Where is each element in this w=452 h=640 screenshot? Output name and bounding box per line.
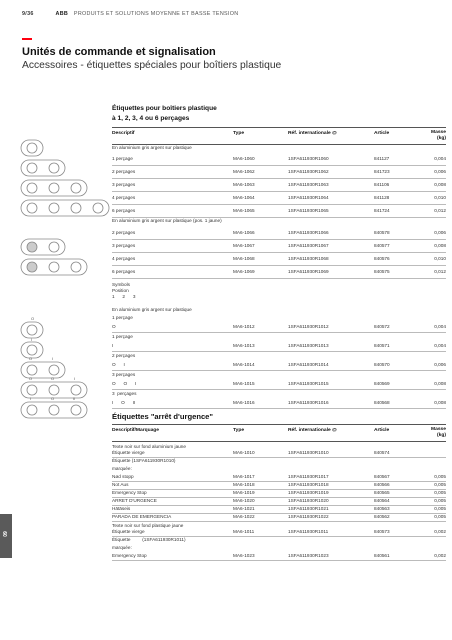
- table-cell: 841724: [374, 207, 390, 213]
- table-cell: 0,006: [434, 168, 446, 174]
- table-cell: 840563: [374, 506, 390, 511]
- table-cell: MA6-1017: [233, 474, 255, 479]
- table-cell: I: [112, 343, 114, 349]
- table-cell: 0,008: [434, 381, 446, 387]
- table-cell: 3 perçages: [112, 242, 136, 248]
- page-number: 9/36: [22, 11, 34, 17]
- table-cell: Étiquette vierge: [112, 450, 145, 455]
- table-cell: 1SFA611930R1012: [288, 324, 329, 330]
- table-row: [112, 544, 446, 552]
- table-cell: 0,005: [434, 474, 446, 479]
- table-cell: MA6-1062: [233, 168, 255, 174]
- col-descriptif-marquage: Descriptif/Marquage: [112, 428, 160, 433]
- table-cell: 0,006: [434, 229, 446, 235]
- table-cell: 1SFA611930R1065: [288, 207, 329, 213]
- table-cell: 840578: [374, 229, 390, 235]
- label-2-hole-image: [21, 160, 65, 176]
- symbols-label: Symbols: [112, 282, 130, 287]
- section2-title: Étiquettes "arrêt d'urgence": [112, 412, 213, 421]
- table-cell: MA6-1014: [233, 362, 255, 368]
- table-cell: 1SFA611930R1018: [288, 482, 329, 487]
- table-cell: MA6-1060: [233, 155, 255, 161]
- table-cell: 1SFA611930R1066: [288, 229, 329, 235]
- table-cell: MA6-1023: [233, 553, 255, 558]
- col-article: Article: [374, 131, 390, 136]
- table-cell: 0,012: [434, 268, 446, 274]
- table-cell: 1SFA611930R1010: [288, 450, 329, 455]
- table-cell: O O I: [112, 381, 137, 387]
- table-cell: 1 perçage: [112, 333, 133, 339]
- table-cell: Emergency Stop: [112, 553, 147, 558]
- svg-text:I: I: [52, 356, 54, 361]
- table-cell: 3 perçages: [112, 390, 137, 396]
- table-cell: 1SFA611930R1060: [288, 155, 329, 161]
- table-cell: Not Aus: [112, 482, 129, 487]
- table-cell: 840576: [374, 255, 390, 261]
- table-cell: MA6-1011: [233, 529, 255, 534]
- label-symbol-oi-image: [21, 362, 65, 378]
- table-cell: 840562: [374, 514, 390, 519]
- col-masse: Masse (kg): [431, 427, 446, 438]
- table-row: [112, 370, 446, 380]
- position-numbers: 1 2 3: [112, 294, 136, 299]
- table-row: [112, 313, 446, 323]
- table-cell: MA6-1069: [233, 268, 255, 274]
- chapter-tab-label: 09: [3, 531, 9, 537]
- table-cell: 1SFA611930R1016: [288, 400, 329, 406]
- table-cell: Étiquette (1SFA611930R1010): [112, 458, 176, 463]
- table-row: [112, 457, 446, 465]
- table-cell: 0,008: [434, 181, 446, 187]
- label-3-hole-yellow-image: [21, 259, 87, 275]
- table-cell: 1SFA611930R1013: [288, 343, 329, 349]
- section2-group2-label: Texte noir sur fond plastique jaune: [112, 523, 184, 528]
- table-cell: MA6-1065: [233, 207, 255, 213]
- table-cell: 1SFA611930R1069: [288, 268, 329, 274]
- table-cell: marquée:: [112, 545, 132, 550]
- table-cell: 1SFA611930R1017: [288, 474, 329, 479]
- table-cell: 840577: [374, 242, 390, 248]
- table-cell: 1SFA611930R1021: [288, 506, 329, 511]
- table-cell: 840568: [374, 400, 390, 406]
- table-row: [112, 351, 446, 361]
- table-cell: 1SFA611930R1011: [288, 529, 329, 534]
- table-cell: O: [112, 324, 116, 330]
- table-cell: 0,005: [434, 498, 446, 503]
- table-cell: MA6-1015: [233, 381, 255, 387]
- table-cell: 1SFA611930R1019: [288, 490, 329, 495]
- table-cell: 840573: [374, 529, 390, 534]
- table-row: [112, 513, 446, 522]
- table-cell: 2 perçages: [112, 229, 136, 235]
- table-cell: MA6-1064: [233, 194, 255, 200]
- header-section: PRODUITS ET SOLUTIONS MOYENNE ET BASSE TENSION: [73, 11, 239, 17]
- section1-title: Étiquettes pour boîtiers plastique: [112, 105, 217, 112]
- table-cell: MA6-1012: [233, 324, 255, 330]
- table-cell: Emergency Stop: [112, 490, 147, 495]
- table-cell: 0,010: [434, 194, 446, 200]
- table-cell: MA6-1068: [233, 255, 255, 261]
- table-cell: 0,010: [434, 255, 446, 261]
- table1-header: [112, 127, 446, 145]
- table-cell: 841106: [374, 181, 390, 187]
- table-cell: 1SFA611930R1014: [288, 362, 329, 368]
- col-masse: Masse (kg): [431, 130, 446, 141]
- svg-text:I: I: [74, 376, 76, 381]
- table-row: [112, 389, 446, 399]
- section1-subtitle: à 1, 2, 3, 4 ou 6 perçages: [112, 115, 190, 122]
- label-symbol-ioii-image: [21, 402, 87, 418]
- position-label: Position: [112, 288, 129, 293]
- table-cell: 0,008: [434, 400, 446, 406]
- table-cell: 3 perçages: [112, 181, 136, 187]
- table-cell: 1SFA611930R1064: [288, 194, 329, 200]
- svg-text:O: O: [29, 376, 33, 381]
- table-cell: 0,008: [434, 242, 446, 248]
- table-cell: PARADA DE EMERGENCIA: [112, 514, 172, 519]
- table-cell: 840571: [374, 343, 390, 349]
- table-cell: 0,005: [434, 514, 446, 519]
- table-row: [112, 399, 446, 410]
- table-row: [112, 265, 446, 279]
- svg-text:O: O: [51, 376, 55, 381]
- table-cell: 1 perçage: [112, 155, 133, 161]
- section2-group1-label: Texte noir sur fond aluminium jaune: [112, 444, 186, 449]
- table-cell: 1SFA611930R1067: [288, 242, 329, 248]
- table-cell: 3 perçages: [112, 371, 136, 377]
- table-row: [112, 252, 446, 266]
- table-cell: 841723: [374, 168, 390, 174]
- svg-text:II: II: [73, 396, 76, 401]
- table-cell: 0,005: [434, 482, 446, 487]
- table-cell: 840575: [374, 268, 390, 274]
- table-cell: Hätäseis: [112, 506, 131, 511]
- table-row: [112, 536, 446, 544]
- table-cell: 841128: [374, 194, 390, 200]
- table-cell: 1SFA611930R1020: [288, 498, 329, 503]
- table-cell: MA6-1010: [233, 450, 255, 455]
- table-cell: 4 perçages: [112, 255, 136, 261]
- table-row: [112, 226, 446, 240]
- table-cell: Étiquette (1SFA611930R1011): [112, 537, 186, 542]
- col-type: Type: [233, 428, 245, 433]
- brand-logo-text: ABB: [55, 11, 69, 17]
- page-subtitle: Accessoires - étiquettes spéciales pour boîtiers plastique: [22, 60, 282, 71]
- table-row: [112, 191, 446, 205]
- svg-text:I: I: [31, 337, 33, 342]
- table-row: [112, 165, 446, 179]
- table-cell: marquée:: [112, 466, 132, 471]
- col-type: Type: [233, 131, 245, 136]
- table-cell: MA6-1020: [233, 498, 255, 503]
- table2-header: [112, 424, 446, 442]
- group2-label: En aluminium gris argent sur plastique (pos. 1 jaune): [112, 218, 222, 223]
- table-row: [112, 552, 446, 561]
- table-cell: 0,002: [434, 529, 446, 534]
- page-title: Unités de commande et signalisation: [22, 46, 216, 58]
- table-cell: 1SFA611930R1063: [288, 181, 329, 187]
- table-cell: 1SFA611930R1068: [288, 255, 329, 261]
- table-cell: 2 perçages: [112, 352, 136, 358]
- table-cell: MA6-1016: [233, 400, 255, 406]
- table-cell: 0,004: [434, 324, 446, 330]
- table-cell: 0,004: [434, 343, 446, 349]
- table-cell: 4 perçages: [112, 194, 136, 200]
- table-cell: 1SFA611930R1022: [288, 514, 329, 519]
- label-2-hole-yellow-image: [21, 239, 65, 255]
- table-cell: 0,012: [434, 207, 446, 213]
- table-cell: 6 perçages: [112, 207, 136, 213]
- table-cell: MA6-1021: [233, 506, 255, 511]
- table-cell: 1 perçage: [112, 314, 133, 320]
- table-cell: 0,004: [434, 155, 446, 161]
- table-cell: 2 perçages: [112, 168, 136, 174]
- table-cell: ARRET D'URGENCE: [112, 498, 157, 503]
- table-cell: 840574: [374, 450, 390, 455]
- table-cell: I O II: [112, 400, 136, 406]
- label-4-hole-image: [21, 200, 109, 216]
- table-cell: 0,005: [434, 490, 446, 495]
- label-3-hole-image: [21, 180, 87, 196]
- table-row: [112, 239, 446, 253]
- table-cell: Étiquette vierge: [112, 529, 145, 534]
- svg-text:O: O: [31, 316, 35, 321]
- table-row: [112, 178, 446, 192]
- col-ref: Réf. internationale @: [288, 428, 337, 433]
- svg-text:O: O: [51, 396, 55, 401]
- table-row: [112, 204, 446, 218]
- table-row: [112, 152, 446, 166]
- table-cell: MA6-1063: [233, 181, 255, 187]
- table-cell: Nød stopp: [112, 474, 134, 479]
- table-cell: O I: [112, 362, 125, 368]
- table-cell: 0,006: [434, 362, 446, 368]
- table-cell: 840567: [374, 474, 390, 479]
- label-symbol-o-image: [21, 322, 43, 338]
- table-row: [112, 332, 446, 342]
- svg-text:I: I: [30, 396, 32, 401]
- table-cell: 840565: [374, 490, 390, 495]
- svg-text:O: O: [29, 356, 33, 361]
- table-cell: 841127: [374, 155, 390, 161]
- col-descriptif: Descriptif: [112, 131, 135, 136]
- table-cell: MA6-1022: [233, 514, 255, 519]
- table-cell: 6 perçages: [112, 268, 136, 274]
- label-1-hole-image: [21, 140, 43, 156]
- table-cell: MA6-1019: [233, 490, 255, 495]
- table-cell: 1SFA611930R1023: [288, 553, 329, 558]
- col-ref: Réf. internationale @: [288, 131, 337, 136]
- table-cell: 840570: [374, 362, 390, 368]
- table-cell: 840564: [374, 498, 390, 503]
- table-cell: 840569: [374, 381, 390, 387]
- table-cell: 1SFA611930R1062: [288, 168, 329, 174]
- table-cell: MA6-1018: [233, 482, 255, 487]
- col-article: Article: [374, 428, 390, 433]
- table-cell: 840572: [374, 324, 390, 330]
- table-cell: 1SFA611930R1015: [288, 381, 329, 387]
- table-cell: MA6-1067: [233, 242, 255, 248]
- table-row: [112, 465, 446, 473]
- table-cell: 0,002: [434, 553, 446, 558]
- group1-label: En aluminium gris argent sur plastique: [112, 145, 192, 150]
- table-cell: 0,005: [434, 506, 446, 511]
- table-cell: MA6-1013: [233, 343, 255, 349]
- group3-label: En aluminium gris argent sur plastique: [112, 307, 192, 312]
- table-cell: 840566: [374, 482, 390, 487]
- table-cell: MA6-1066: [233, 229, 255, 235]
- table-cell: 840561: [374, 553, 390, 558]
